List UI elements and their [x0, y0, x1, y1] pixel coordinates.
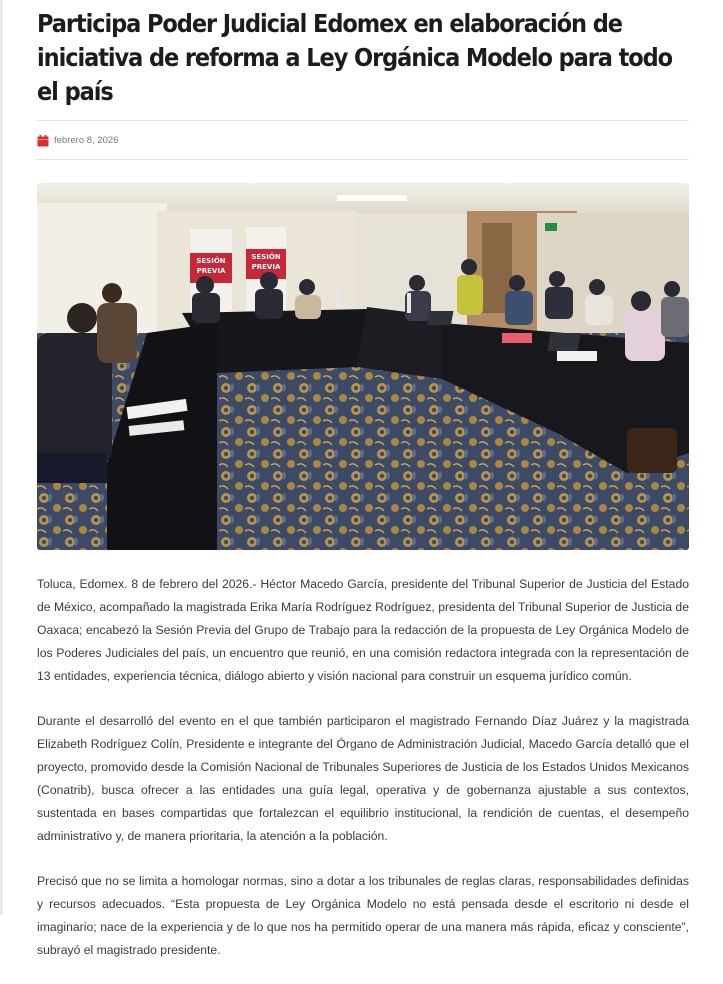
article-paragraph: Precisó que no se limita a homologar normas, sino a dotar a los tribunales de reglas claras, responsabilidades definidas y recursos adecuados. “Esta propuesta de Ley Orgánica Modelo no está pensada desde el escritorio ni desde el imaginario; nace de la experiencia y de lo que nos ha permitido operar de una manera más rápida, eficaz y consciente”, subrayó el magistrado presidente. — [37, 874, 689, 957]
article-paragraph: Durante el desarrolló del evento en el que también participaron el magistrado Fernando Díaz Juárez y la magistrada Elizabeth Rodríguez Colín, Presidente e integrante del Órgano de Administración Judicial, Macedo García detalló que el proyecto, promovido desde la Comisión Nacional de Tribunales Superiores de Justicia de los Estados Unidos Mexicanos (Conatrib), busca ofrecer a las entidades una guía legal, operativa y de gobernanza ajustable a sus contextos, sustentada en bases compartidas que fortalezcan el equilibrio institucional, la rendición de cuentas, el desempeño administrativo y, de manera prioritaria, la atención a la población. — [37, 714, 689, 843]
article-paragraph: Toluca, Edomex. 8 de febrero del 2026.- Héctor Macedo García, presidente del Tribunal Superior de Justicia del Estado de México, acompañado la magistrada Erika María Rodríguez Rodríguez, presidenta del Tribunal Superior de Justicia de Oaxaca; encabezó la Sesión Previa del Grupo de Trabajo para la redacción de la propuesta de Ley Orgánica Modelo de los Poderes Judiciales del país, un encuentro que reunió, en una comisión redactora integrada con la representación de 13 entidades, experiencia técnica, diálogo abierto y visión nacional para construir un esquema jurídico común. — [37, 577, 689, 683]
svg-text:SESIÓN: SESIÓN — [196, 257, 226, 265]
svg-text:SESIÓN: SESIÓN — [251, 253, 281, 261]
post-meta — [37, 121, 689, 159]
calendar-icon — [37, 134, 49, 146]
meta-divider — [37, 159, 689, 160]
page-left-border — [0, 0, 3, 915]
article-body — [37, 573, 689, 962]
svg-text:PREVIA: PREVIA — [196, 267, 226, 275]
post-date-link[interactable]: febrero 8, 2026 — [54, 134, 119, 146]
article-featured-photo — [37, 183, 689, 550]
article — [37, 0, 689, 984]
article-title: Participa Poder Judicial Edomex en elaboración de iniciativa de reforma a Ley Orgánica Modelo para todo el país — [37, 9, 673, 106]
svg-text:PREVIA: PREVIA — [251, 263, 281, 271]
